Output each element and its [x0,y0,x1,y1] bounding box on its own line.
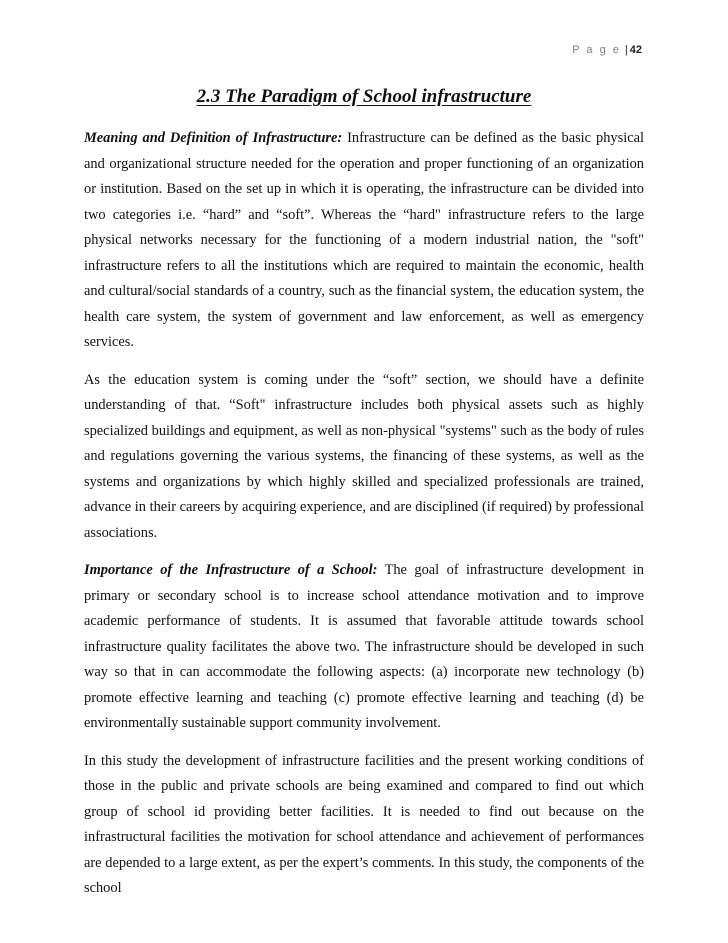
paragraph-text: The goal of infrastructure development in primary or secondary school is to increase school attendance motivation and to improve academic performance of students. It is assumed that favorable attitude towards school infrastructure quality facilitates the above two. The infrastructure should be developed in such way so that in can accommodate the following aspects: (a) incorporate new technology (b) promote effective learning and teaching (c) promote effective learning and teaching (d) be environmentally sustainable support community involvement. [84,562,644,731]
paragraph-text: In this study the development of infrastructure facilities and the present working conditions of those in the public and private schools are being examined and compared to find out which group of school id providing better facilities. It is needed to find out because on the infrastructural facilities the motivation for school attendance and achievement of performances are depended to a large extent, as per the expert’s comments. In this study, the components of the school [84,752,644,896]
paragraph-importance [84,558,644,737]
paragraph-text: As the education system is coming under the “soft” section, we should have a definite understanding of that. “Soft" infrastructure includes both physical assets such as highly specialized buildings and equipment, as well as non-physical "systems" such as the body of rules and regulations governing the various systems, the financing of these systems, as well as the systems and organizations by which highly skilled and specialized professionals are trained, advance in their careers by acquiring experience, and are disciplined (if required) by professional associations. [84,371,644,541]
page-number: 42 [629,44,642,56]
paragraph-lead: Importance of the Infrastructure of a School: [84,562,378,578]
page-separator: | [624,44,628,56]
page-header [572,44,642,56]
paragraph-lead: Meaning and Definition of Infrastructure: [84,130,343,146]
paragraph-study [84,749,644,902]
page-label: P a g e [572,44,621,56]
section-title: 2.3 The Paradigm of School infrastructure [196,86,532,107]
paragraph-education-system [84,368,644,547]
paragraph-text: Infrastructure can be defined as the basic physical and organizational structure needed for the operation and proper functioning of an organization or institution. Based on the set up in which it is operating, the infrastructure can be divided into two categories i.e. “hard” and “soft”. Whereas the “hard" infrastructure refers to the large physical networks necessary for the functioning of a modern industrial nation, the "soft" infrastructure refers to all the institutions which are required to maintain the economic, health and cultural/social standards of a country, such as the financial system, the education system, the health care system, the system of government and law enforcement, as well as emergency services. [84,130,644,350]
paragraph-definition [84,126,644,356]
document-body [84,126,644,914]
